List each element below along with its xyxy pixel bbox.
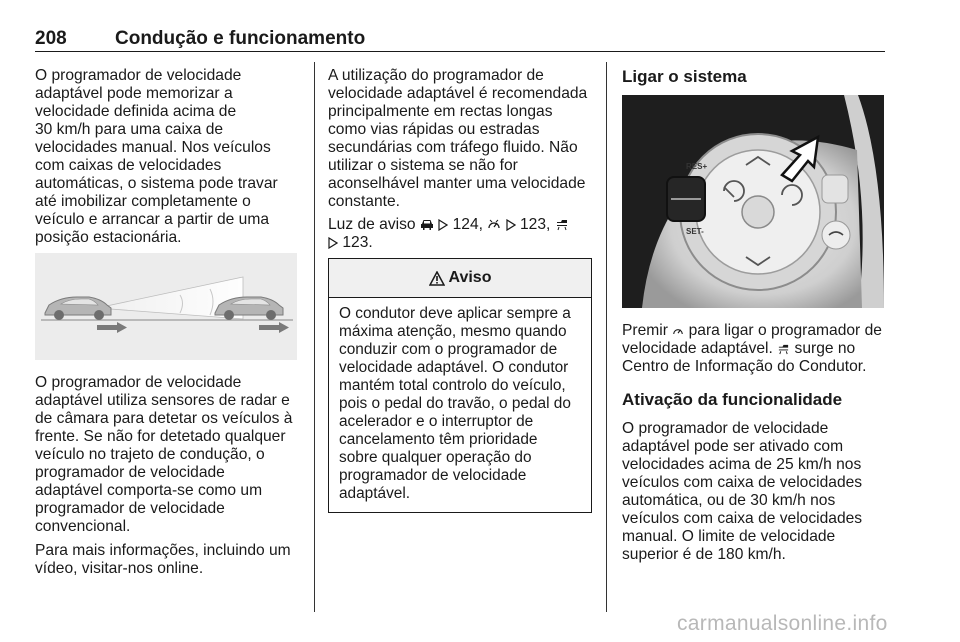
col1-paragraph-1: O programador de velocidade adaptável pode memorizar a velocidade definida acima de 30 km/h para uma caixa de velocidades manual. Nos veículos com caixas de velocidades automáticas, o sistema pode travar até imobilizar completamente o veículo e arrancar a partir de uma posição estacionária.	[35, 67, 278, 246]
page-number: 208	[35, 28, 67, 49]
col3-paragraph-1: Premir para ligar o programador de velocidade adaptável. surge no Centro de Informação do Condutor.	[622, 322, 882, 375]
watermark: carmanualsonline.info	[677, 612, 888, 635]
warning-light-reference: Luz de aviso 124, 123, 123.	[328, 216, 569, 252]
column-divider	[314, 62, 315, 612]
col3-paragraph-2: O programador de velocidade adaptável pode ser ativado com velocidades acima de 25 km/h nos veículos com caixa de velocidades automática, ou de 30 km/h nos veículos com caixa de velocidades manual. O limite de velocidade superior é de 180 km/h.	[622, 420, 863, 563]
steering-wheel-illustration	[622, 95, 884, 308]
header-rule	[35, 51, 885, 52]
section-heading-ativacao: Ativação da funcionalidade	[622, 390, 843, 409]
page-reference-icon	[438, 219, 448, 231]
page-reference-icon	[506, 219, 516, 231]
warning-box-body: O condutor deve aplicar sempre a máxima atenção, mesmo quando conduzir com o programador de velocidade adaptável. O condutor mantém total controlo do veículo, pois o pedal do travão, o pedal do acelerador e o interruptor de cancelamento têm prioridade sobre qualquer operação do programador de velocidade adaptável.	[339, 305, 571, 502]
following-distance-icon	[777, 343, 790, 355]
column-divider	[606, 62, 607, 612]
col2-paragraph-1: A utilização do programador de velocidade adaptável é recomendada principalmente em rectas longas como vias rápidas ou estradas secundárias com tráfego fluido. Não utilizar o sistema se não for aconselhável manter uma velocidade constante.	[328, 67, 588, 210]
warning-box-title: Aviso	[448, 269, 492, 286]
set-label: SET-	[686, 227, 704, 236]
warning-triangle-icon	[429, 271, 445, 286]
car-front-icon	[420, 218, 434, 231]
radar-illustration	[35, 253, 297, 360]
chapter-title: Condução e funcionamento	[115, 28, 366, 49]
rear-car-icon	[45, 297, 111, 320]
warning-box-header	[329, 259, 591, 298]
col1-paragraph-2: O programador de velocidade adaptável utiliza sensores de radar e de câmara para detetar os veículos à frente. Se não for detetado qualquer veículo no trajeto de condução, o programador de velocidade adaptável comporta-se como um programador de velocidade convencional.	[35, 374, 293, 535]
res-label: RES+	[686, 162, 708, 171]
col1-paragraph-3: Para mais informações, incluindo um vídeo, visitar-nos online.	[35, 542, 291, 577]
adaptive-cruise-icon	[487, 218, 501, 231]
direction-arrow-icon	[97, 322, 127, 333]
following-distance-icon	[555, 218, 569, 231]
section-heading-ligar: Ligar o sistema	[622, 67, 747, 86]
page-reference-icon	[328, 237, 338, 249]
page-header	[35, 0, 885, 50]
warning-box	[328, 258, 592, 513]
adaptive-cruise-icon	[672, 325, 684, 337]
res-set-rocker	[667, 177, 705, 221]
direction-arrow-icon	[259, 322, 289, 333]
